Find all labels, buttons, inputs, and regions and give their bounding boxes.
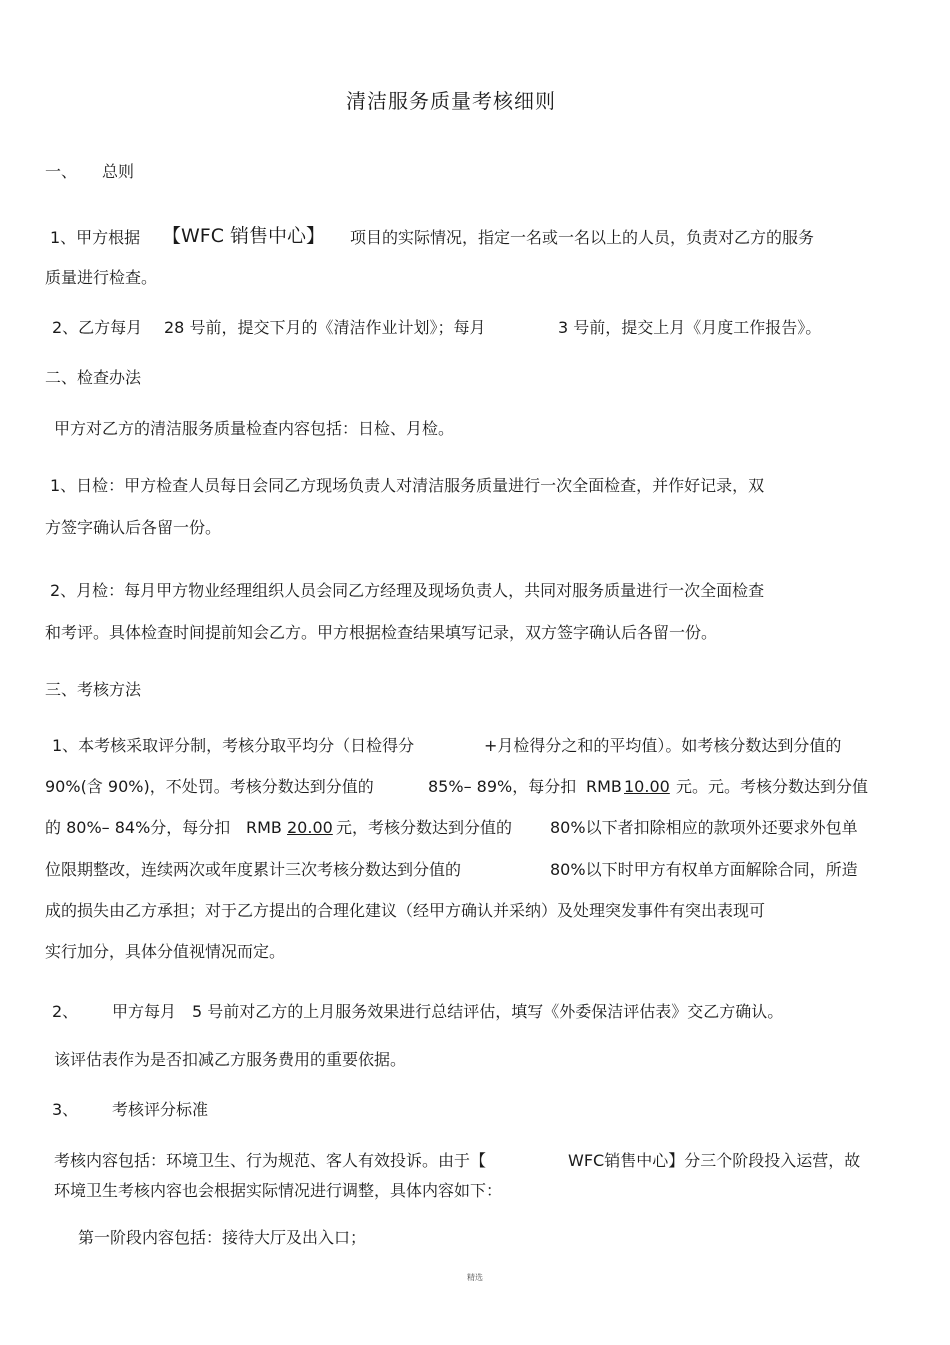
document-title: 清洁服务质量考核细则 xyxy=(346,89,556,113)
s2-p2-line2: 和考评。具体检查时间提前知会乙方。甲方根据检查结果填写记录，双方签字确认后各留一份。 xyxy=(45,623,718,642)
s2-p1-line2: 方签字确认后各留一份。 xyxy=(45,518,222,537)
s3-p1-line1a: 1、本考核采取评分制，考核分取平均分（日检得分 xyxy=(52,736,415,755)
s3-p1-line2-text: 元。元。考核分数达到分值 xyxy=(676,777,869,796)
s3-p1-line3-amount: 20.00 xyxy=(287,818,333,837)
s1-p2-text-end: 3 号前，提交上月《月度工作报告》。 xyxy=(558,318,822,337)
s1-p1-text-cont: 质量进行检查。 xyxy=(45,268,158,287)
s3-p3-line1a: 考核内容包括：环境卫生、行为规范、客人有效投诉。由于【 xyxy=(54,1151,487,1170)
s3-p1-line2-amount: 10.00 xyxy=(624,777,670,796)
section-1-number: 一、 xyxy=(45,162,78,181)
s3-p1-line5: 成的损失由乙方承担；对于乙方提出的合理化建议（经甲方确认并采纳）及处理突发事件有突出表现可 xyxy=(45,901,766,920)
s3-p2-text: 5 号前对乙方的上月服务效果进行总结评估，填写《外委保洁评估表》交乙方确认。 xyxy=(192,1002,784,1021)
s3-p1-line2a: 90%(含 90%)，不处罚。考核分数达到分值的 xyxy=(45,777,374,796)
page-footer: 精选 xyxy=(467,1273,483,1282)
s3-p1-line4b: 80%以下时甲方有权单方面解除合同，所造 xyxy=(550,860,858,879)
section-3-heading: 三、考核方法 xyxy=(45,680,142,699)
s3-p1-line2b: 85%– 89%，每分扣 xyxy=(428,777,577,796)
s1-p1-project-name: 【WFC 销售中心】 xyxy=(162,225,326,247)
s1-p2-text: 28 号前，提交下月的《清洁作业计划》；每月 xyxy=(164,318,486,337)
s1-p1-text: 项目的实际情况，指定一名或一名以上的人员，负责对乙方的服务 xyxy=(350,228,815,247)
s3-p1-line2-currency: RMB xyxy=(586,777,622,796)
s2-intro: 甲方对乙方的清洁服务质量检查内容包括：日检、月检。 xyxy=(54,419,455,438)
s3-p2-number: 2、 xyxy=(52,1002,79,1021)
s3-p3-line3: 第一阶段内容包括：接待大厅及出入口； xyxy=(78,1228,367,1247)
s3-p1-line1b: +月检得分之和的平均值）。如考核分数达到分值的 xyxy=(484,736,842,755)
s3-p3-line2: 环境卫生考核内容也会根据实际情况进行调整，具体内容如下： xyxy=(54,1181,503,1200)
s1-p1-prefix: 1、甲方根据 xyxy=(50,228,141,247)
s3-p1-line3a: 的 80%– 84%分，每分扣 xyxy=(45,818,231,837)
s3-p1-line6: 实行加分，具体分值视情况而定。 xyxy=(45,942,286,961)
s3-p1-line3-text: 元，考核分数达到分值的 xyxy=(336,818,513,837)
s3-p2-prefix: 甲方每月 xyxy=(112,1002,177,1021)
s3-p1-line3-text-end: 80%以下者扣除相应的款项外还要求外包单 xyxy=(550,818,858,837)
s1-p2-prefix: 2、乙方每月 xyxy=(52,318,143,337)
s3-p3-heading: 考核评分标准 xyxy=(112,1100,209,1119)
section-2-heading: 二、检查办法 xyxy=(45,368,142,387)
s2-p1-line1: 1、日检：甲方检查人员每日会同乙方现场负责人对清洁服务质量进行一次全面检查，并作好记录，双 xyxy=(50,476,765,495)
s3-p1-line3-currency: RMB xyxy=(246,818,282,837)
s3-p2-text-cont: 该评估表作为是否扣减乙方服务费用的重要依据。 xyxy=(54,1050,407,1069)
s2-p2-line1: 2、月检：每月甲方物业经理组织人员会同乙方经理及现场负责人，共同对服务质量进行一次全面检查 xyxy=(50,581,765,600)
s3-p1-line4a: 位限期整改，连续两次或年度累计三次考核分数达到分值的 xyxy=(45,860,462,879)
section-1-heading: 总则 xyxy=(102,162,135,181)
s3-p3-number: 3、 xyxy=(52,1100,79,1119)
s3-p3-line1b: WFC销售中心】分三个阶段投入运营，故 xyxy=(568,1151,861,1170)
